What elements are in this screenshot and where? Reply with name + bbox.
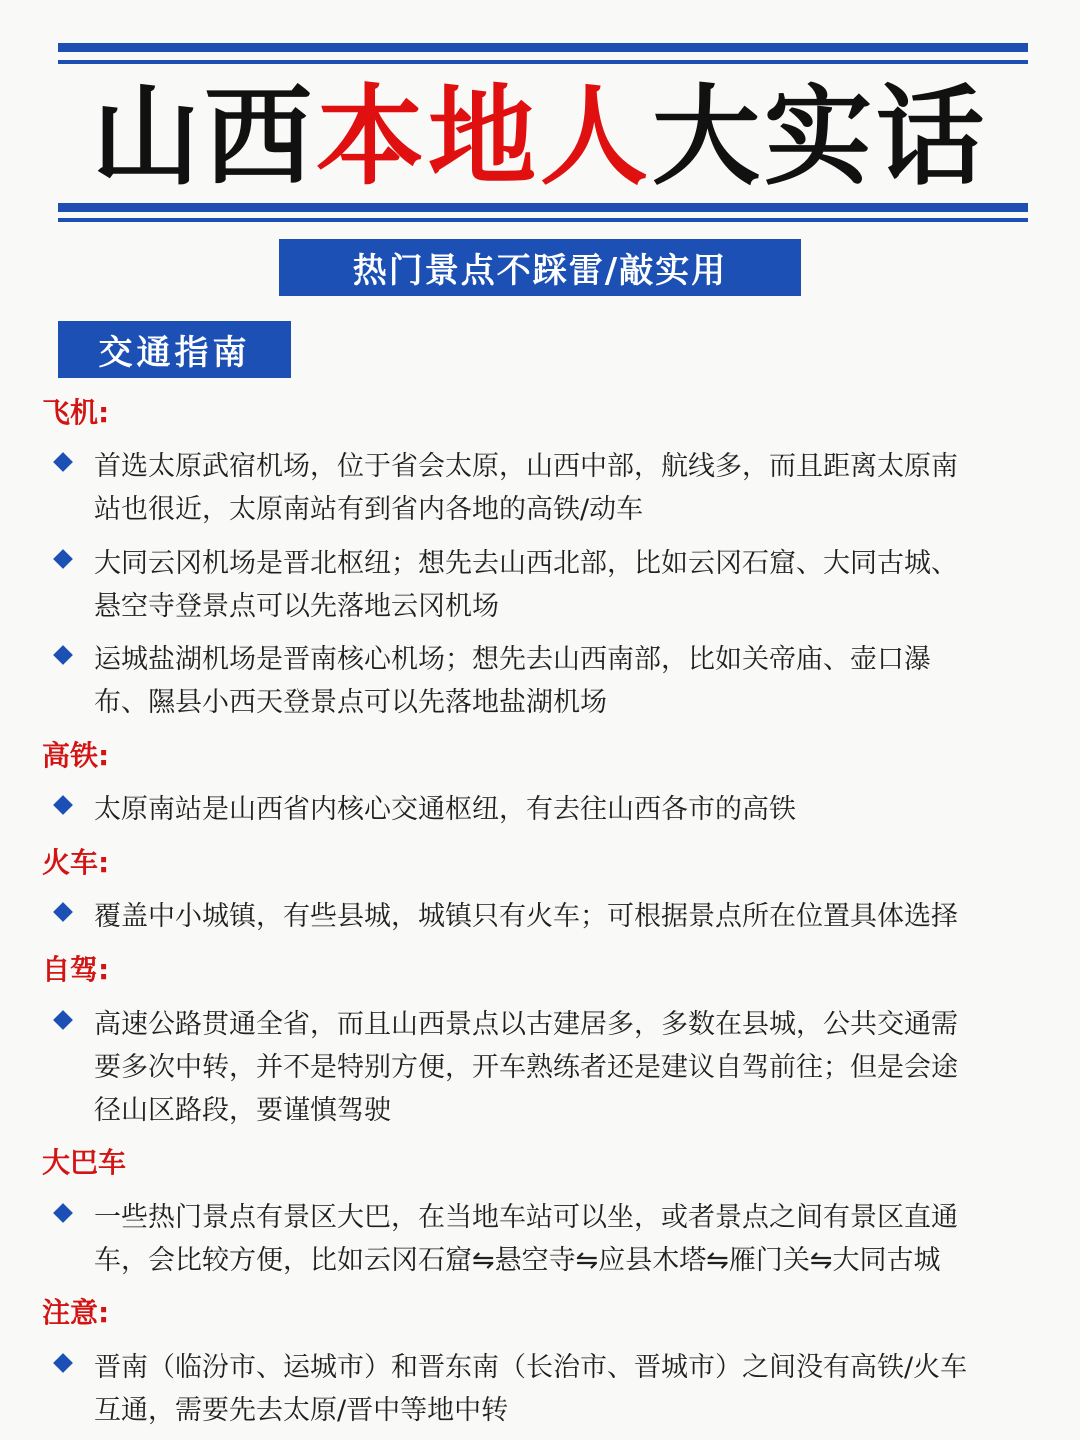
diamond-bullet-icon bbox=[53, 902, 73, 922]
heading-bus: 大巴车 bbox=[42, 1146, 127, 1179]
title-part-1: 山西 bbox=[91, 75, 316, 200]
item-text: 大同云冈机场是晋北枢纽；想先去山西北部，比如云冈石窟、大同古城、 悬空寺登景点可以先落地云冈机场 bbox=[94, 548, 958, 622]
item-text: 首选太原武宿机场，位于省会太原，山西中部，航线多，而且距离太原南 站也很近，太原南站有到省内各地的高铁/动车 bbox=[94, 451, 958, 525]
list-item bbox=[50, 542, 1040, 628]
list-item bbox=[50, 1196, 1040, 1282]
heading-self-drive: 自驾: bbox=[42, 953, 110, 986]
item-text: 晋南（临汾市、运城市）和晋东南（长治市、晋城市）之间没有高铁/火车 互通，需要先去太原/晋中等地中转 bbox=[94, 1352, 968, 1426]
list-item bbox=[50, 1003, 1040, 1132]
diamond-bullet-icon bbox=[53, 1353, 73, 1373]
diamond-bullet-icon bbox=[53, 549, 73, 569]
subtitle-banner: 热门景点不踩雷/敲实用 bbox=[279, 239, 801, 296]
heading-high-speed-rail: 高铁: bbox=[42, 739, 110, 772]
list-item bbox=[50, 895, 1040, 938]
list-item bbox=[50, 638, 1040, 724]
page-title bbox=[0, 75, 1080, 200]
bottom-rule-thick bbox=[58, 203, 1028, 212]
item-text: 覆盖中小城镇，有些县城，城镇只有火车；可根据景点所在位置具体选择 bbox=[94, 901, 958, 932]
section-tag: 交通指南 bbox=[58, 321, 291, 378]
item-text: 高速公路贯通全省，而且山西景点以古建居多，多数在县城，公共交通需 要多次中转，并不是特别方便，开车熟练者还是建议自驾前往；但是会途 径山区路段，要谨慎驾驶 bbox=[94, 1009, 958, 1126]
diamond-bullet-icon bbox=[53, 452, 73, 472]
heading-notice: 注意: bbox=[42, 1296, 110, 1329]
heading-plane: 飞机: bbox=[42, 396, 110, 429]
list-item bbox=[50, 1346, 1040, 1432]
top-rule-thick bbox=[58, 43, 1028, 52]
diamond-bullet-icon bbox=[53, 1010, 73, 1030]
diamond-bullet-icon bbox=[53, 645, 73, 665]
item-text: 运城盐湖机场是晋南核心机场；想先去山西南部，比如关帝庙、壶口瀑 布、隰县小西天登景点可以先落地盐湖机场 bbox=[94, 644, 931, 718]
list-item bbox=[50, 445, 1040, 531]
diamond-bullet-icon bbox=[53, 1203, 73, 1223]
bottom-rule-thin bbox=[58, 218, 1028, 222]
list-item bbox=[50, 788, 1040, 831]
title-part-2: 本地人 bbox=[315, 75, 652, 200]
title-part-3: 大实话 bbox=[652, 75, 989, 200]
diamond-bullet-icon bbox=[53, 795, 73, 815]
heading-train: 火车: bbox=[42, 846, 110, 879]
item-text: 一些热门景点有景区大巴，在当地车站可以坐，或者景点之间有景区直通 车，会比较方便，比如云冈石窟⇋悬空寺⇋应县木塔⇋雁门关⇋大同古城 bbox=[94, 1202, 958, 1276]
item-text: 太原南站是山西省内核心交通枢纽，有去往山西各市的高铁 bbox=[94, 794, 796, 825]
top-rule-thin bbox=[58, 60, 1028, 64]
